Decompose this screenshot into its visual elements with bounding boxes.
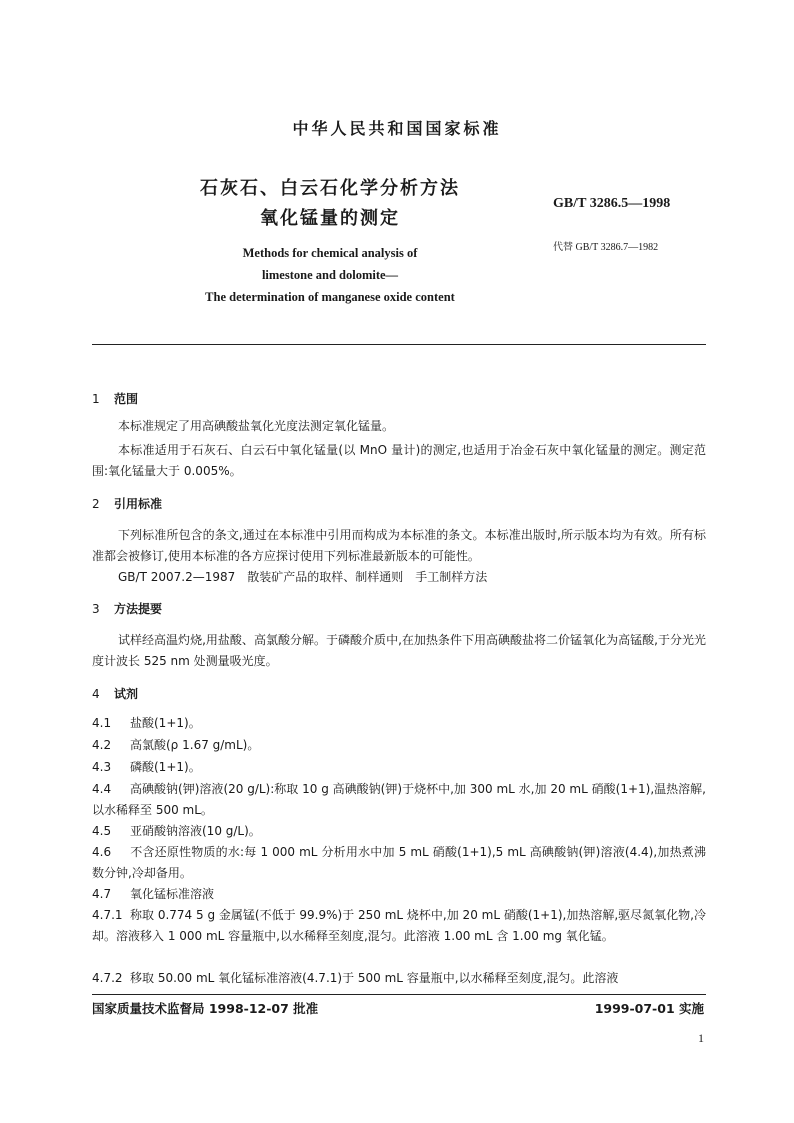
item-number: 4.3 [92, 760, 112, 774]
standard-code: GB/T 3286.5—1998 [553, 196, 671, 211]
item-text: 高碘酸钠(钾)溶液(20 g/L):称取 10 g 高碘酸钠(钾)于烧杯中,加 300 mL 水,加 20 mL 硝酸(1+1),温热溶解,以水稀释至 500 mL。 [92, 782, 706, 817]
list-item [92, 779, 706, 821]
section-number: 4 [92, 687, 100, 701]
section-number: 3 [92, 602, 100, 616]
section-4-heading [92, 685, 138, 702]
item-number: 4.5 [92, 824, 112, 838]
item-text: 磷酸(1+1)。 [130, 760, 201, 774]
list-item [92, 757, 706, 778]
replaces-standard: 代替 GB/T 3286.7—1982 [553, 242, 659, 253]
paragraph: 试样经高温灼烧,用盐酸、高氯酸分解。于磷酸介质中,在加热条件下用高碘酸盐将二价锰氧化为高锰酸,于分光光度计波长 525 nm 处测量吸光度。 [92, 633, 706, 668]
section-number: 2 [92, 497, 100, 511]
section-1-heading [92, 390, 138, 407]
item-text: 称取 0.774 5 g 金属锰(不低于 99.9%)于 250 mL 烧杯中,加 20 mL 硝酸(1+1),加热溶解,驱尽氮氧化物,冷却。溶液移入 1 000 mL 容量瓶中,以水稀释至刻度,混匀。此溶液 1.00 mL 含 1.00 mg 氧化锰。 [92, 908, 706, 943]
standard-title-cn-line1: 石灰石、白云石化学分析方法 [200, 178, 460, 199]
list-item [92, 821, 706, 842]
standard-title-en-line3: The determination of manganese oxide content [205, 290, 455, 304]
paragraph: 本标准规定了用高碘酸盐氧化光度法测定氧化锰量。 [118, 419, 395, 433]
section-2-heading [92, 495, 162, 512]
country-standard-title: 中华人民共和国国家标准 [292, 119, 502, 138]
standard-title-en-line2: limestone and dolomite— [261, 268, 399, 282]
page-number: 1 [698, 1031, 704, 1045]
list-item [92, 968, 706, 989]
item-number: 4.7 [92, 887, 112, 901]
header-divider [92, 344, 706, 345]
section-number: 1 [92, 392, 100, 406]
section-title: 试剂 [114, 687, 139, 701]
paragraph: 下列标准所包含的条文,通过在本标准中引用而构成为本标准的条文。本标准出版时,所示版本均为有效。所有标准都会被修订,使用本标准的各方应探讨使用下列标准最新版本的可能性。 [92, 528, 706, 563]
paragraph: 本标准适用于石灰石、白云石中氧化锰量(以 MnO 量计)的测定,也适用于冶金石灰中氧化锰量的测定。测定范围:氧化锰量大于 0.005%。 [92, 443, 706, 478]
item-text: 高氯酸(ρ 1.67 g/mL)。 [130, 738, 260, 752]
list-item [92, 735, 706, 756]
referenced-standard: GB/T 2007.2—1987 散装矿产品的取样、制样通则 手工制样方法 [118, 570, 488, 584]
item-number: 4.7.1 [92, 908, 123, 922]
section-title: 方法提要 [114, 602, 163, 616]
list-item [92, 884, 706, 905]
implementation-date: 1999-07-01 实施 [594, 1001, 704, 1016]
item-text: 氧化锰标准溶液 [130, 887, 215, 901]
list-item [92, 905, 706, 947]
item-number: 4.6 [92, 845, 112, 859]
item-text: 移取 50.00 mL 氧化锰标准溶液(4.7.1)于 500 mL 容量瓶中,以水稀释至刻度,混匀。此溶液 [130, 971, 619, 985]
item-number: 4.4 [92, 782, 112, 796]
list-item [92, 842, 706, 884]
item-text: 不含还原性物质的水:每 1 000 mL 分析用水中加 5 mL 硝酸(1+1),5 mL 高碘酸钠(钾)溶液(4.4),加热煮沸数分钟,冷却备用。 [92, 845, 706, 880]
approval-date: 国家质量技术监督局 1998-12-07 批准 [92, 1001, 319, 1016]
standard-title-cn-line2: 氧化锰量的测定 [260, 208, 400, 229]
section-title: 引用标准 [114, 497, 163, 511]
section-3-heading [92, 600, 162, 617]
standard-title-en-line1: Methods for chemical analysis of [242, 246, 418, 260]
item-number: 4.7.2 [92, 971, 123, 985]
list-item [92, 713, 706, 734]
section-title: 范围 [114, 392, 139, 406]
footer-divider [92, 994, 706, 995]
item-number: 4.1 [92, 716, 112, 730]
item-number: 4.2 [92, 738, 112, 752]
item-text: 亚硝酸钠溶液(10 g/L)。 [130, 824, 261, 838]
item-text: 盐酸(1+1)。 [130, 716, 201, 730]
